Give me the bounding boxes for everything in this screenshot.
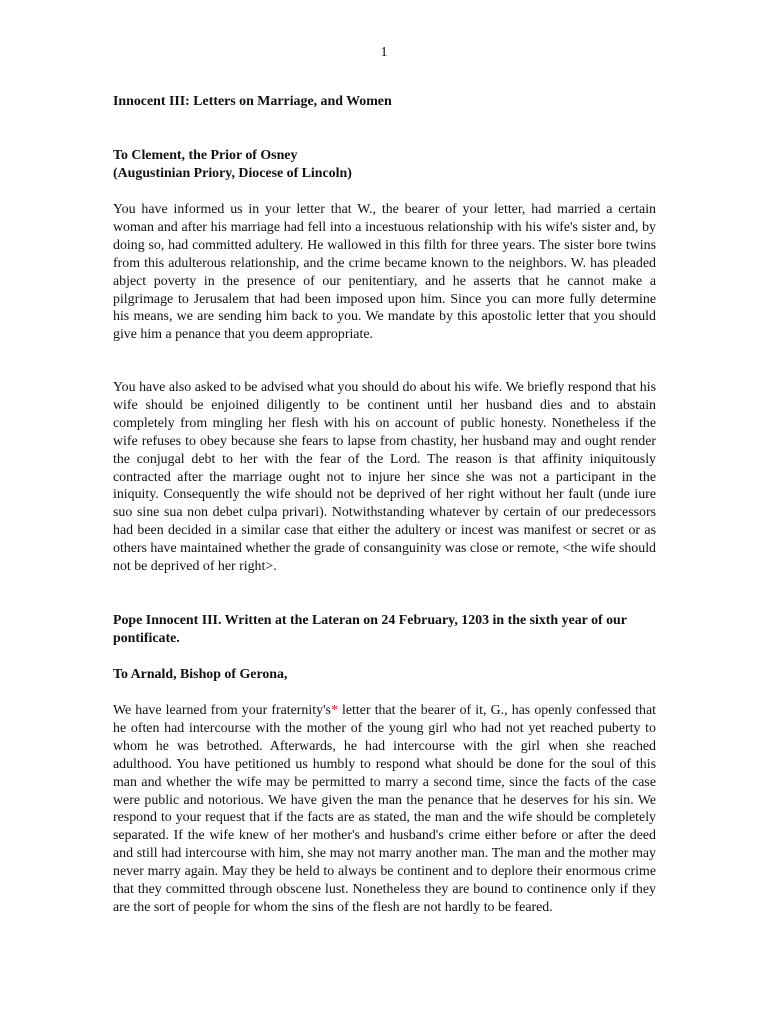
document-title: Innocent III: Letters on Marriage, and Women [113,94,392,109]
letter1-paragraph-2: You have also asked to be advised what you should do about his wife. We briefly respond that his wife should be enjoined diligently to be continent until her husband dies and to abstain completely from mingling her flesh with his on account of public honesty. Nonetheless if the wife refuses to obey because she fears to lapse from chastity, her husband may and ought render the conjugal debt to her with the fear of the Lord. The reason is that affinity iniquitously contracted after the marriage ought not to injure her since she was not a participant in the iniquity. Consequently the wife should not be deprived of her right without her fault (unde iure suo sine sua non debet culpa privari). Notwithstanding whatever by certain of our predecessors had been decided in a similar case that either the adultery or incest was manifest or secret or as others have maintained whether the grade of consanguinity was close or remote, <the wife should not be deprived of her right>. [113,380,656,575]
footnote-marker[interactable]: * [330,703,338,718]
letter2-paragraph-1 [113,702,656,917]
letter1-addressee-line1: To Clement, the Prior of Osney [113,148,298,163]
letter1-paragraph-1: You have informed us in your letter that W., the bearer of your letter, had married a certain woman and after his marriage had fell into a incestuous relationship with his wife's sister and, by doing so, had committed adultery. He wallowed in this filth for three years. The sister bore twins from this adulterous relationship, and the crime became known to the neighbors. W. has pleaded abject poverty in the presence of our penitentiary, and he asserts that he cannot make a pilgrimage to Jerusalem that had been imposed upon him. Since you can more fully determine his means, we are sending him back to you. We mandate by this apostolic letter that you should give him a penance that you deem appropriate. [113,202,656,343]
letter1-addressee-line2: (Augustinian Priory, Diocese of Lincoln) [113,165,352,181]
letter2-paragraph-1-start: We have learned from your fraternity's [113,703,331,718]
letter2-addressee: To Arnald, Bishop of Gerona, [113,667,288,682]
letter2-paragraph-1-rest: letter that the bearer of it, G., has openly confessed that he often had intercourse with the mother of the young girl who had not yet reached puberty to whom he was betrothed. Afterwards, he had intercourse with the girl when she reached adulthood. You have petitioned us humbly to respond what should be done for the soul of this man and whether the wife may be permitted to marry a second time, since the facts of the case were public and notorious. We have given the man the penance that he deserves for his sin. We respond to your request that if the facts are as stated, the man and the wife should be completely separated. If the wife knew of her mother's and husband's crime either before or after the deed and still had intercourse with him, she may not marry another man. The man and the mother may never marry again. May they be held to always be continent and to deplore their enormous crime that they committed through obscene lust. Nonetheless they are bound to continence only if they are the sort of people for whom the sins of the flesh are not hardly to be feared. [113,703,656,915]
letter1-addressee [113,147,656,183]
letter1-signature: Pope Innocent III. Written at the Lateran on 24 February, 1203 in the sixth year of our pontificate. [113,613,627,646]
page-number: 1 [380,45,388,60]
